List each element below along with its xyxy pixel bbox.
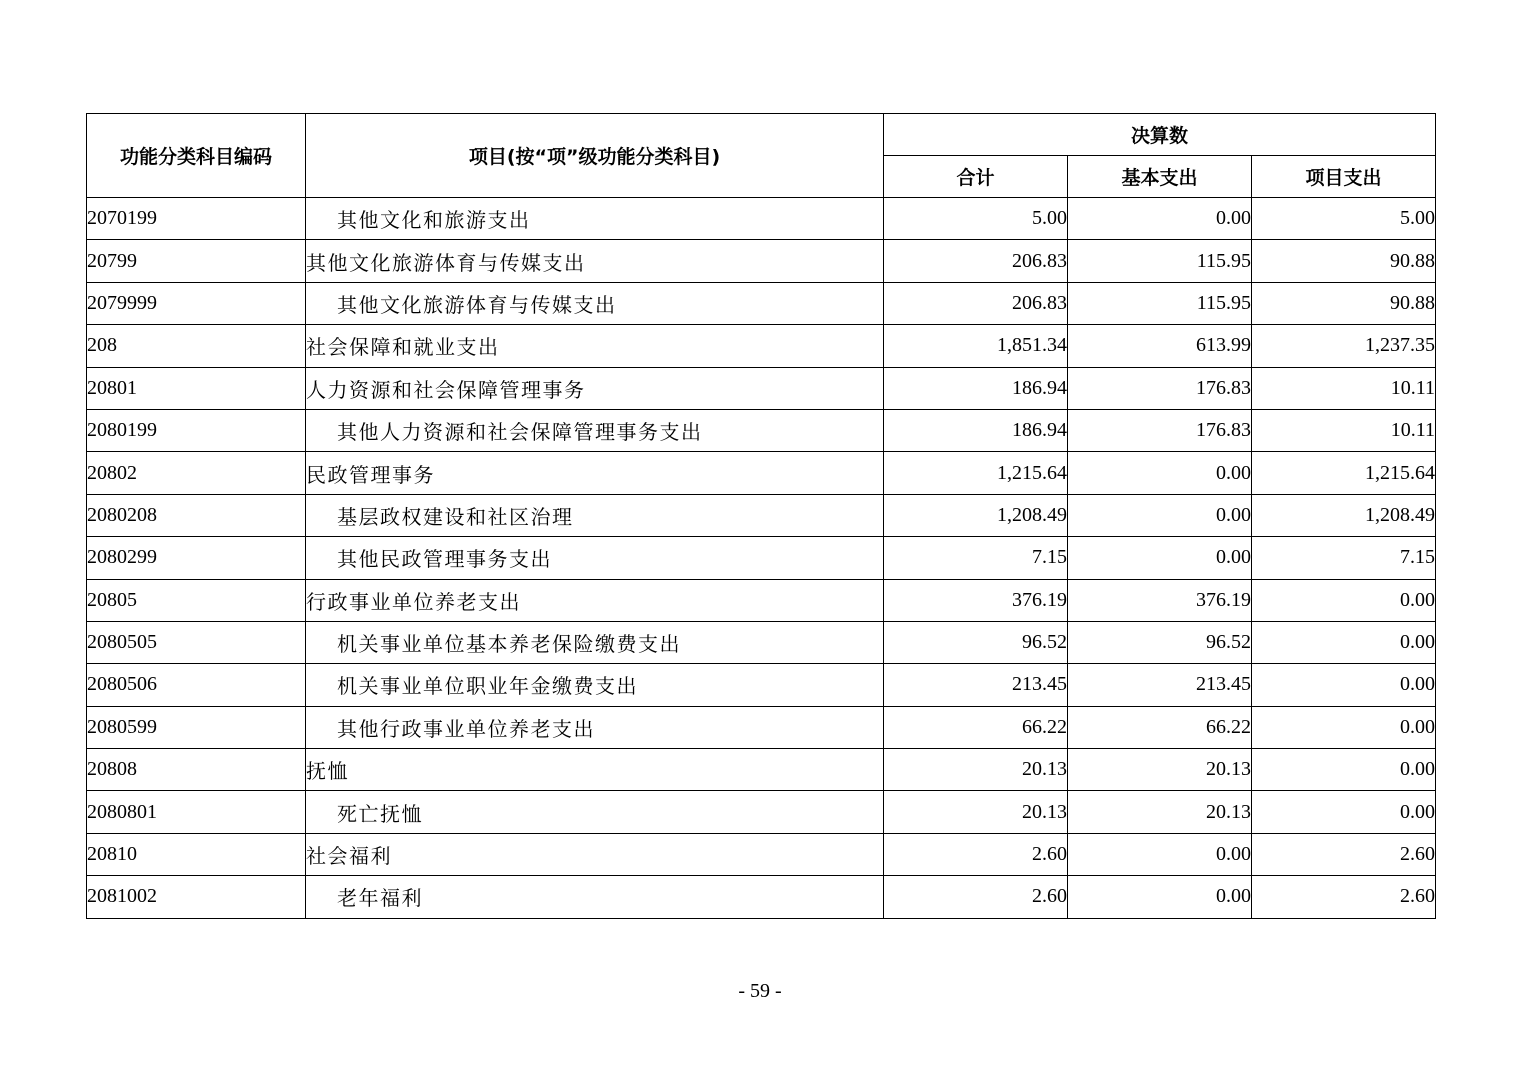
row-item-name: 其他文化旅游体育与传媒支出: [306, 240, 884, 282]
row-project-expenditure: 7.15: [1252, 537, 1436, 579]
row-code: 20801: [87, 367, 306, 409]
row-project-expenditure: 90.88: [1252, 282, 1436, 324]
row-project-expenditure: 10.11: [1252, 409, 1436, 451]
row-total: 1,851.34: [884, 325, 1068, 367]
row-basic-expenditure: 66.22: [1068, 706, 1252, 748]
row-total: 96.52: [884, 621, 1068, 663]
table-row: [87, 833, 1436, 875]
row-total: 186.94: [884, 367, 1068, 409]
row-basic-expenditure: 20.13: [1068, 749, 1252, 791]
row-item-name: 其他人力资源和社会保障管理事务支出: [306, 409, 884, 451]
table-row: [87, 537, 1436, 579]
row-code: 2080506: [87, 664, 306, 706]
row-item-name: 社会福利: [306, 833, 884, 875]
row-project-expenditure: 1,237.35: [1252, 325, 1436, 367]
row-item-name: 民政管理事务: [306, 452, 884, 494]
row-item-name: 社会保障和就业支出: [306, 325, 884, 367]
row-project-expenditure: 0.00: [1252, 664, 1436, 706]
row-total: 206.83: [884, 282, 1068, 324]
table-row: [87, 664, 1436, 706]
header-project-expenditure: 项目支出: [1252, 156, 1436, 198]
table-row: [87, 452, 1436, 494]
row-item-name: 抚恤: [306, 749, 884, 791]
table-row: [87, 282, 1436, 324]
table-row: [87, 621, 1436, 663]
row-code: 20805: [87, 579, 306, 621]
row-project-expenditure: 90.88: [1252, 240, 1436, 282]
row-project-expenditure: 0.00: [1252, 579, 1436, 621]
row-total: 20.13: [884, 749, 1068, 791]
row-basic-expenditure: 176.83: [1068, 367, 1252, 409]
table-row: [87, 409, 1436, 451]
row-project-expenditure: 2.60: [1252, 833, 1436, 875]
table-row: [87, 198, 1436, 240]
row-code: 2080599: [87, 706, 306, 748]
row-basic-expenditure: 376.19: [1068, 579, 1252, 621]
row-total: 1,208.49: [884, 494, 1068, 536]
row-total: 7.15: [884, 537, 1068, 579]
row-project-expenditure: 0.00: [1252, 749, 1436, 791]
row-code: 2081002: [87, 876, 306, 918]
row-project-expenditure: 2.60: [1252, 876, 1436, 918]
row-total: 376.19: [884, 579, 1068, 621]
header-total: 合计: [884, 156, 1068, 198]
table-row: [87, 579, 1436, 621]
row-basic-expenditure: 115.95: [1068, 240, 1252, 282]
row-total: 206.83: [884, 240, 1068, 282]
row-item-name: 其他文化和旅游支出: [306, 198, 884, 240]
row-basic-expenditure: 0.00: [1068, 876, 1252, 918]
row-item-name: 行政事业单位养老支出: [306, 579, 884, 621]
row-project-expenditure: 10.11: [1252, 367, 1436, 409]
row-total: 2.60: [884, 833, 1068, 875]
row-project-expenditure: 0.00: [1252, 621, 1436, 663]
page-number: - 59 -: [738, 980, 782, 1002]
row-basic-expenditure: 0.00: [1068, 452, 1252, 494]
row-total: 213.45: [884, 664, 1068, 706]
row-code: 20802: [87, 452, 306, 494]
row-project-expenditure: 1,208.49: [1252, 494, 1436, 536]
table-row: [87, 791, 1436, 833]
row-item-name: 机关事业单位基本养老保险缴费支出: [306, 621, 884, 663]
row-code: 2080208: [87, 494, 306, 536]
row-code: 20799: [87, 240, 306, 282]
row-item-name: 其他民政管理事务支出: [306, 537, 884, 579]
table-row: [87, 706, 1436, 748]
row-total: 1,215.64: [884, 452, 1068, 494]
row-project-expenditure: 5.00: [1252, 198, 1436, 240]
row-total: 66.22: [884, 706, 1068, 748]
header-basic-expenditure: 基本支出: [1068, 156, 1252, 198]
row-code: 208: [87, 325, 306, 367]
row-project-expenditure: 0.00: [1252, 791, 1436, 833]
row-code: 20808: [87, 749, 306, 791]
row-basic-expenditure: 115.95: [1068, 282, 1252, 324]
row-item-name: 机关事业单位职业年金缴费支出: [306, 664, 884, 706]
row-total: 186.94: [884, 409, 1068, 451]
row-item-name: 人力资源和社会保障管理事务: [306, 367, 884, 409]
header-final-accounts: 决算数: [884, 114, 1436, 156]
row-item-name: 其他行政事业单位养老支出: [306, 706, 884, 748]
row-code: 2080801: [87, 791, 306, 833]
row-basic-expenditure: 0.00: [1068, 494, 1252, 536]
row-project-expenditure: 0.00: [1252, 706, 1436, 748]
row-basic-expenditure: 20.13: [1068, 791, 1252, 833]
row-basic-expenditure: 613.99: [1068, 325, 1252, 367]
row-basic-expenditure: 0.00: [1068, 537, 1252, 579]
row-item-name: 死亡抚恤: [306, 791, 884, 833]
row-code: 2080505: [87, 621, 306, 663]
row-item-name: 基层政权建设和社区治理: [306, 494, 884, 536]
row-basic-expenditure: 0.00: [1068, 198, 1252, 240]
table-body: [87, 198, 1436, 919]
row-code: 2080299: [87, 537, 306, 579]
table-row: [87, 876, 1436, 918]
row-basic-expenditure: 96.52: [1068, 621, 1252, 663]
row-total: 2.60: [884, 876, 1068, 918]
table-row: [87, 325, 1436, 367]
row-code: 2079999: [87, 282, 306, 324]
table-row: [87, 749, 1436, 791]
row-basic-expenditure: 0.00: [1068, 833, 1252, 875]
header-code: 功能分类科目编码: [87, 114, 306, 198]
row-item-name: 老年福利: [306, 876, 884, 918]
header-item: 项目(按“项”级功能分类科目): [306, 114, 884, 198]
table-row: [87, 240, 1436, 282]
row-total: 20.13: [884, 791, 1068, 833]
table-row: [87, 367, 1436, 409]
row-code: 20810: [87, 833, 306, 875]
row-project-expenditure: 1,215.64: [1252, 452, 1436, 494]
row-basic-expenditure: 213.45: [1068, 664, 1252, 706]
row-code: 2080199: [87, 409, 306, 451]
budget-table: [86, 113, 1436, 919]
row-item-name: 其他文化旅游体育与传媒支出: [306, 282, 884, 324]
row-basic-expenditure: 176.83: [1068, 409, 1252, 451]
row-code: 2070199: [87, 198, 306, 240]
row-total: 5.00: [884, 198, 1068, 240]
table-row: [87, 494, 1436, 536]
